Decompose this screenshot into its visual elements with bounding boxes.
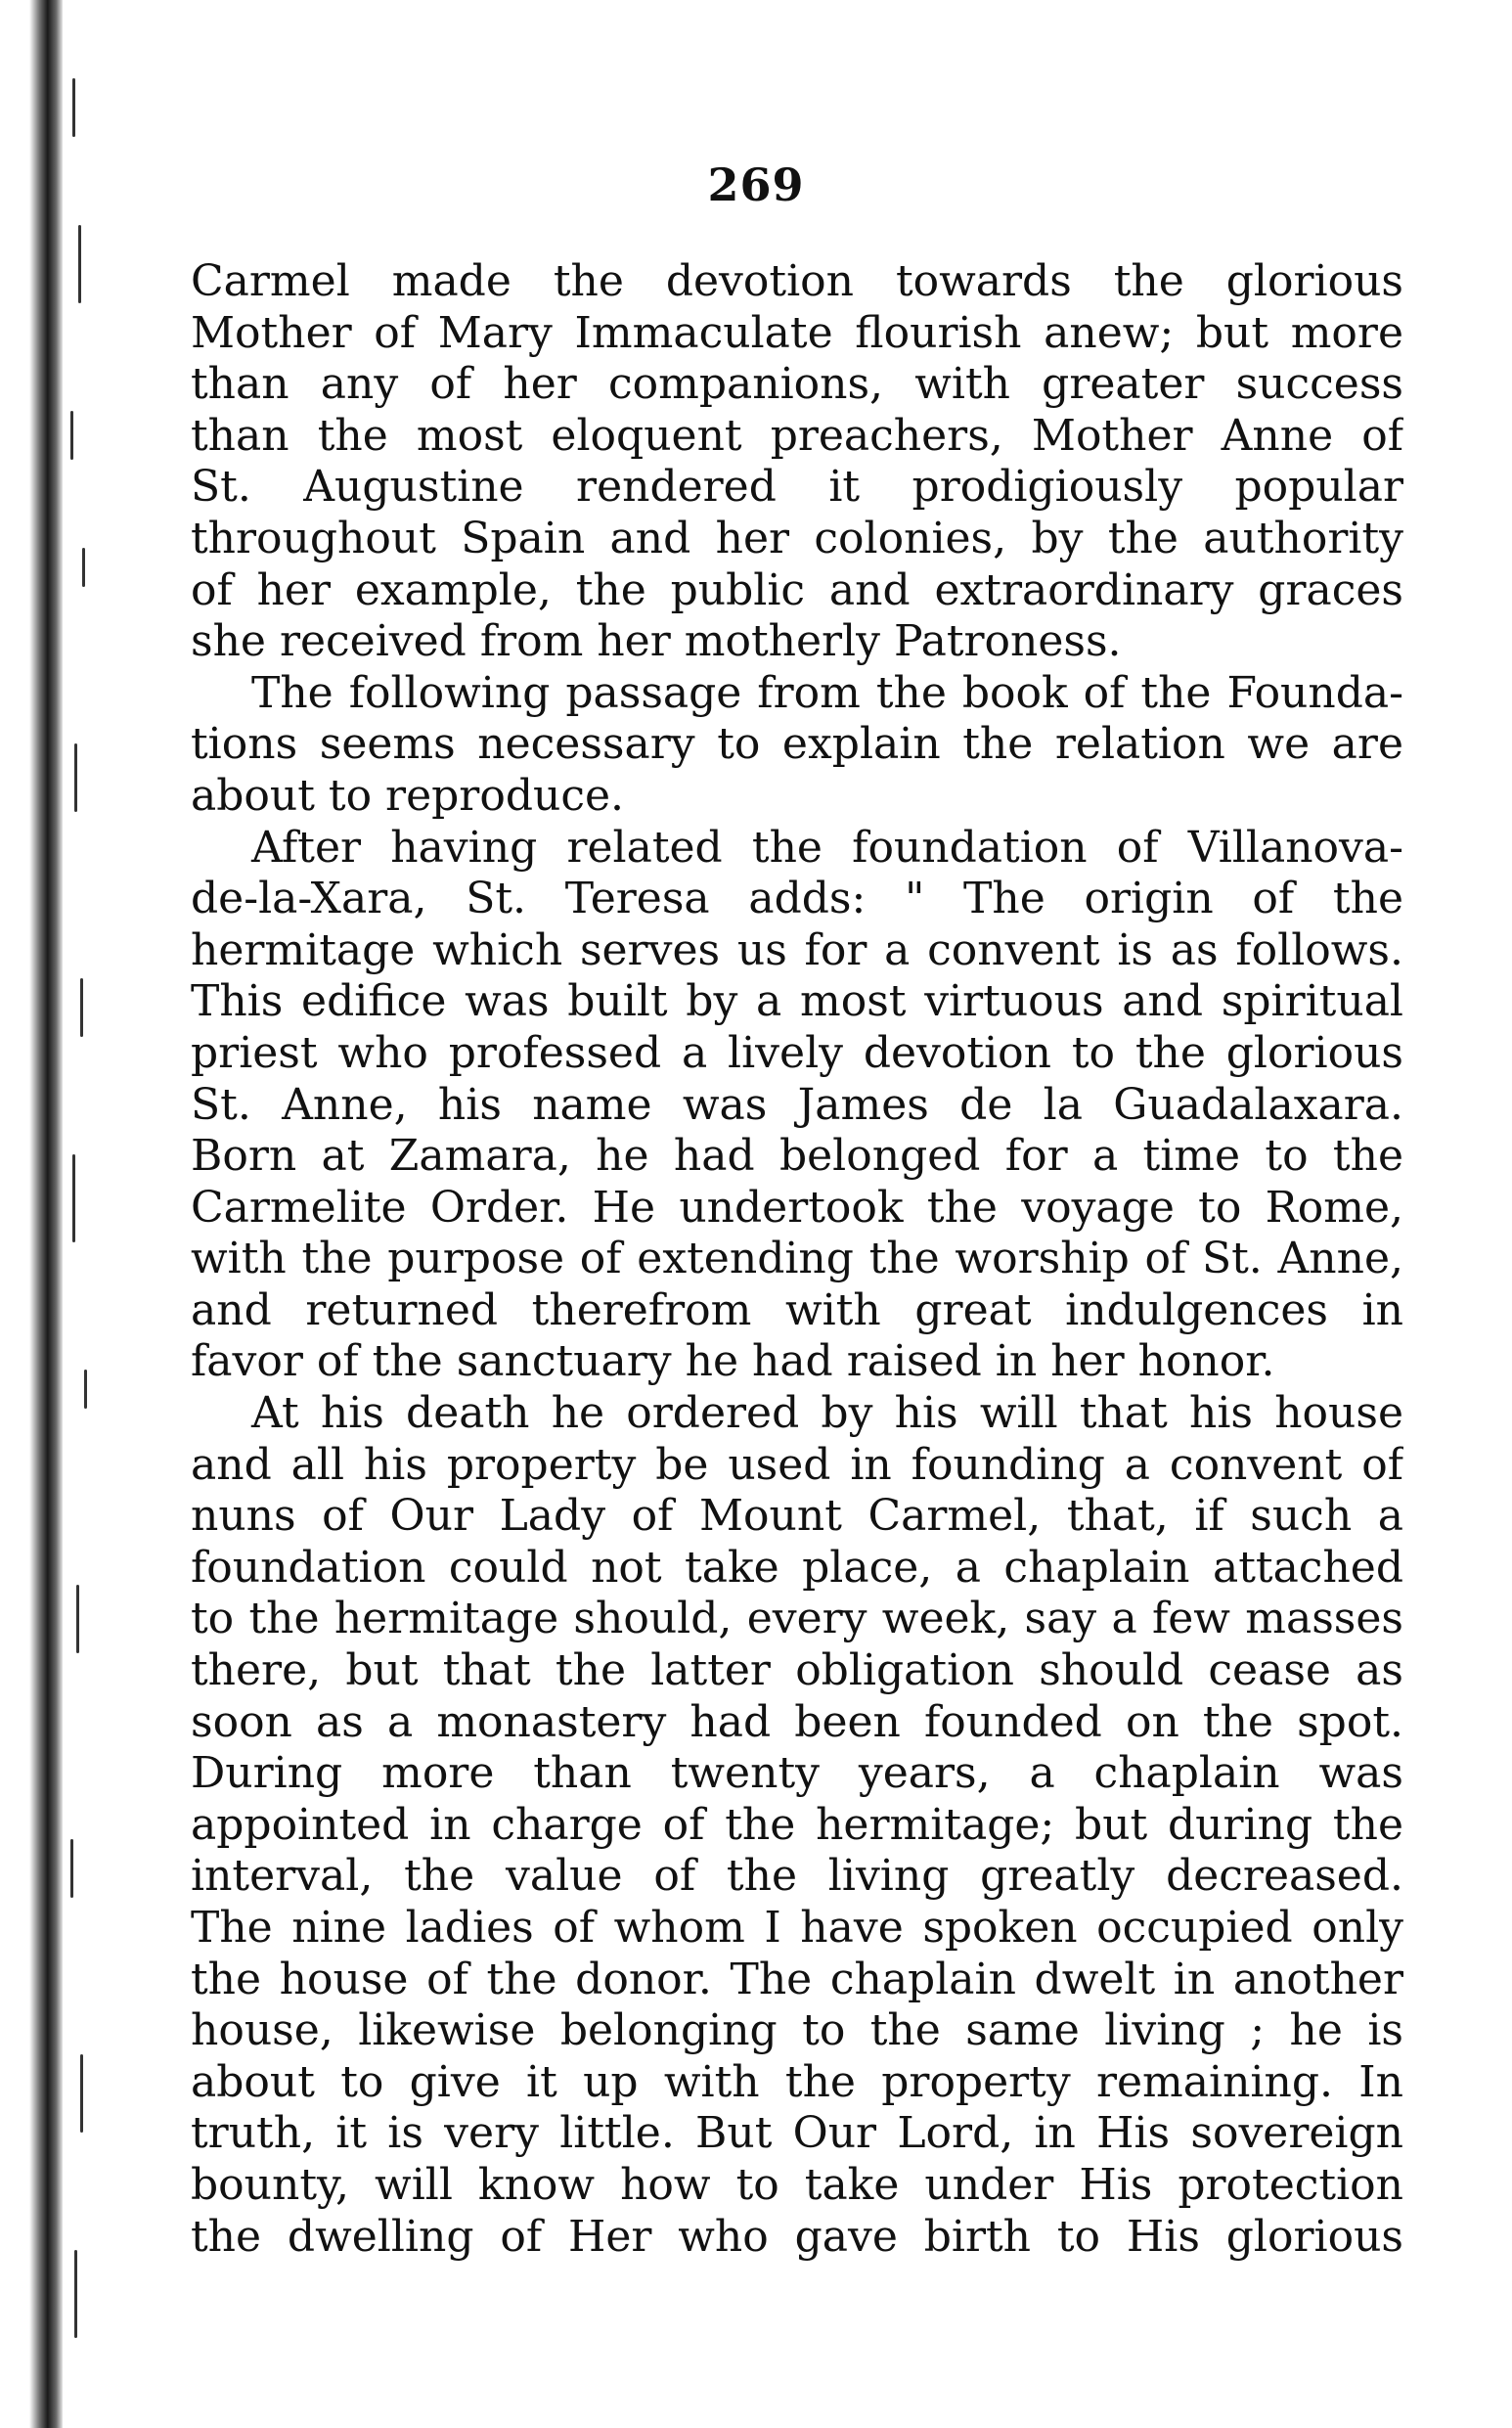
text-line: After having related the foundation of Villanova- — [251, 822, 1403, 873]
text-line: truth, it is very little. But Our Lord, in His sovereign — [191, 2108, 1403, 2159]
text-line: of her example, the public and extraordinary graces — [191, 564, 1403, 615]
text-line: interval, the value of the living greatly decreased. — [191, 1851, 1403, 1902]
text-line: During more than twenty years, a chaplain was — [191, 1748, 1403, 1799]
text-line: de-la-Xara, St. Teresa adds: " The origin of the — [191, 874, 1403, 924]
book-binding-shadow — [29, 0, 63, 2428]
text-line: tions seems necessary to explain the relation we are — [191, 719, 1403, 770]
text-line: bounty, will know how to take under His protection — [191, 2159, 1403, 2210]
text-line: Carmelite Order. He undertook the voyage to Rome, — [191, 1182, 1403, 1233]
text-line: appointed in charge of the hermitage; but during the — [191, 1799, 1403, 1850]
text-line: St. Augustine rendered it prodigiously popular — [191, 462, 1403, 513]
text-line: foundation could not take place, a chaplain attached — [191, 1542, 1403, 1593]
binding-marks — [68, 0, 166, 2428]
body-text — [191, 256, 1403, 2263]
text-line: Carmel made the devotion towards the glorious — [191, 256, 1403, 306]
text-line: house, likewise belonging to the same living ; he is — [191, 2005, 1403, 2056]
text-line: to the hermitage should, every week, say a few masses — [191, 1594, 1403, 1644]
text-line: than any of her companions, with greater success — [191, 359, 1403, 410]
text-line: she received from her motherly Patroness. — [191, 616, 1122, 667]
page-number: 269 — [707, 158, 805, 211]
text-line: about to give it up with the property remaining. In — [191, 2056, 1403, 2107]
text-line: the dwelling of Her who gave birth to His glorious — [191, 2211, 1403, 2262]
text-line: and returned therefrom with great indulgences in — [191, 1284, 1403, 1335]
text-line: The following passage from the book of the Founda- — [251, 667, 1403, 718]
text-line: throughout Spain and her colonies, by the authority — [191, 513, 1403, 563]
text-line: about to reproduce. — [191, 770, 624, 821]
text-line: than the most eloquent preachers, Mother Anne of — [191, 410, 1403, 461]
text-line: The nine ladies of whom I have spoken occupied only — [191, 1903, 1403, 1953]
text-line: priest who professed a lively devotion to the glorious — [191, 1027, 1403, 1078]
text-line: St. Anne, his name was James de la Guadalaxara. — [191, 1079, 1403, 1130]
text-line: hermitage which serves us for a convent is as follows. — [191, 924, 1403, 975]
text-line: favor of the sanctuary he had raised in her honor. — [191, 1336, 1275, 1387]
text-line: Born at Zamara, he had belonged for a time to the — [191, 1131, 1403, 1182]
text-line: with the purpose of extending the worship of St. Anne, — [191, 1234, 1403, 1284]
text-line: nuns of Our Lady of Mount Carmel, that, if such a — [191, 1491, 1403, 1542]
text-line: soon as a monastery had been founded on the spot. — [191, 1696, 1403, 1747]
text-line: Mother of Mary Immaculate flourish anew; but more — [191, 307, 1403, 358]
text-line: and all his property be used in founding a convent of — [191, 1439, 1403, 1490]
text-line: This edifice was built by a most virtuous and spiritual — [191, 976, 1403, 1027]
text-line: the house of the donor. The chaplain dwelt in another — [191, 1954, 1403, 2004]
text-line: At his death he ordered by his will that his house — [251, 1388, 1403, 1439]
text-line: there, but that the latter obligation should cease as — [191, 1645, 1403, 1696]
